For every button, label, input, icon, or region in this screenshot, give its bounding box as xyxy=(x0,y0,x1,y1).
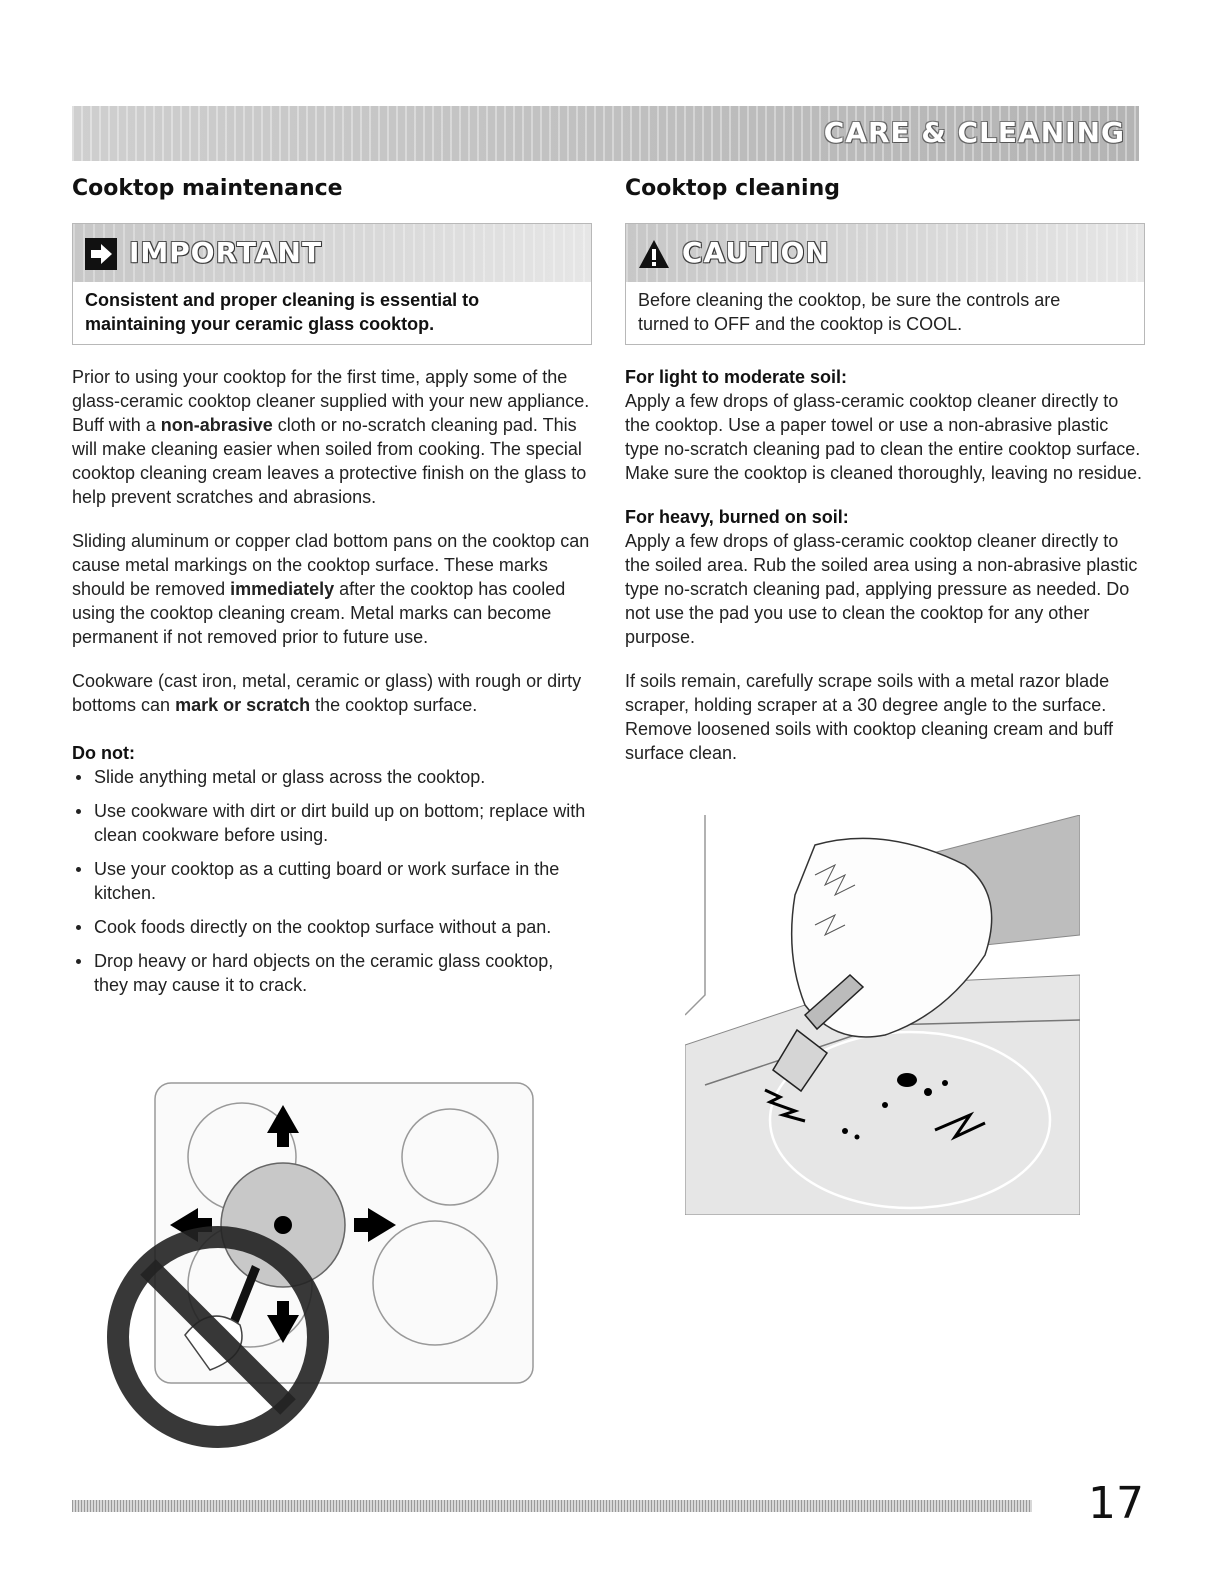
scrape-text: If soils remain, carefully scrape soils with a metal razor blade scraper, holding scraper at a 30 degree angle to the surface. Remove loosened soils with cooktop cleaning cream and buff surface clean. xyxy=(625,671,1113,763)
important-box xyxy=(72,223,592,345)
paragraph-cookware: Cookware (cast iron, metal, ceramic or glass) with rough or dirty bottoms can mark or scratch the cooktop surface. xyxy=(72,671,582,715)
list-item: Use your cooktop as a cutting board or work surface in the kitchen. xyxy=(72,857,592,905)
paragraph-first-use: Prior to using your cooktop for the first time, apply some of the glass-ceramic cooktop cleaner supplied with your new appliance. Buff with a non-abrasive cloth or no-scratch cleaning pad. This will make cleaning easier when soiled from cooking. The special cooktop cleaning cream leaves a protective finish on the glass to help prevent scratches and abrasions. xyxy=(72,367,590,507)
caution-box xyxy=(625,223,1145,345)
do-not-list xyxy=(72,765,592,997)
page-number: 17 xyxy=(1088,1478,1144,1529)
caution-text xyxy=(626,282,1144,344)
light-soil-text: Apply a few drops of glass-ceramic cooktop cleaner directly to the cooktop. Use a paper towel or use a non-abrasive plastic type no-scratch cleaning pad to clean the entire cooktop surface. Make sure the cooktop is cleaned thoroughly, leaving no residue. xyxy=(625,391,1142,483)
light-soil-heading: For light to moderate soil: xyxy=(625,367,848,387)
cooktop-maintenance-heading: Cooktop maintenance xyxy=(72,176,343,201)
important-text xyxy=(73,282,591,344)
section-title: CARE & CLEANING xyxy=(823,116,1125,149)
do-not-slide-pan-illustration xyxy=(100,1075,540,1455)
list-item: Use cookware with dirt or dirt build up on bottom; replace with clean cookware before using. xyxy=(72,799,592,847)
arrow-right-icon xyxy=(85,238,117,270)
important-line-2: maintaining your ceramic glass cooktop. xyxy=(85,314,435,334)
heavy-soil-text: Apply a few drops of glass-ceramic cooktop cleaner directly to the soiled area. Rub the soiled area using a non-abrasive plastic type no-scratch cleaning pad, applying pressure as needed. Do not use the pad you use to clean the cooktop for any other purpose. xyxy=(625,531,1138,647)
important-header xyxy=(73,224,591,282)
section-banner xyxy=(72,106,1139,161)
list-item: Cook foods directly on the cooktop surface without a pan. xyxy=(72,915,592,939)
caution-title: CAUTION xyxy=(682,236,830,269)
important-title: IMPORTANT xyxy=(129,236,323,269)
footer-bar xyxy=(72,1500,1032,1512)
paragraph-metal-marks: Sliding aluminum or copper clad bottom pans on the cooktop can cause metal markings on the cooktop surface. These marks should be removed immediately after the cooktop has cooled using the cooktop cleaning cream. Metal marks can become permanent if not removed prior to future use. xyxy=(72,531,590,647)
cooktop-cleaning-heading: Cooktop cleaning xyxy=(625,176,841,201)
caution-header xyxy=(626,224,1144,282)
cooktop-cleaning-column xyxy=(625,176,1145,785)
razor-scraper-illustration xyxy=(685,815,1080,1215)
caution-line-2: turned to OFF and the cooktop is COOL. xyxy=(638,314,963,334)
warning-triangle-icon xyxy=(638,238,670,270)
do-not-heading: Do not: xyxy=(72,743,135,763)
list-item: Drop heavy or hard objects on the ceramic glass cooktop, they may cause it to crack. xyxy=(72,949,592,997)
caution-line-1: Before cleaning the cooktop, be sure the controls are xyxy=(638,290,1061,310)
heavy-soil-heading: For heavy, burned on soil: xyxy=(625,507,849,527)
important-line-1: Consistent and proper cleaning is essential to xyxy=(85,290,480,310)
list-item: Slide anything metal or glass across the cooktop. xyxy=(72,765,592,789)
cooktop-maintenance-column xyxy=(72,176,592,1007)
